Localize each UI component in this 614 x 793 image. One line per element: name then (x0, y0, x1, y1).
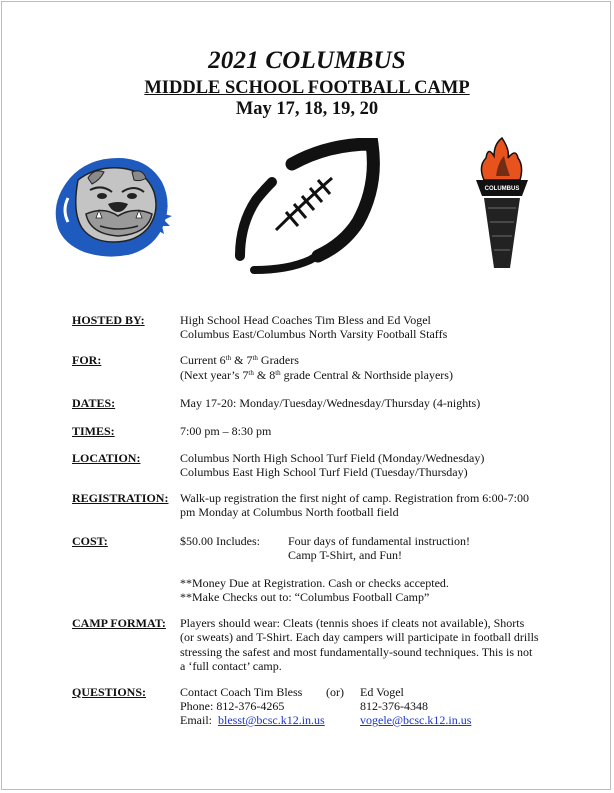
dates-label: DATES: (72, 396, 116, 410)
contact1-name: Contact Coach Tim Bless (180, 685, 303, 699)
cost-note-1: **Money Due at Registration. Cash or checks accepted. (180, 576, 449, 590)
cost-note-2: **Make Checks out to: “Columbus Football Camp” (180, 590, 430, 604)
questions-label: QUESTIONS: (72, 685, 147, 699)
torch-text: COLUMBUS (484, 186, 520, 192)
hosted-by-line1: High School Head Coaches Tim Bless and Ed Vogel (180, 313, 431, 327)
location-label: LOCATION: (72, 451, 141, 465)
location-line2: Columbus East High School Turf Field (Tuesday/Thursday) (180, 465, 468, 479)
hosted-by-label: HOSTED BY: (72, 313, 145, 327)
times-label: TIMES: (72, 424, 115, 438)
contact1-email-row (180, 713, 325, 727)
page-title: 2021 COLUMBUS (208, 47, 406, 74)
location-line1: Columbus North High School Turf Field (Monday/Wednesday) (180, 451, 485, 465)
cost-include-1: Four days of fundamental instruction! (288, 534, 470, 548)
contact1-phone: Phone: 812-376-4265 (180, 699, 285, 713)
cost-label: COST: (72, 534, 108, 548)
contact2-email-row (360, 713, 471, 727)
registration-label: REGISTRATION: (72, 491, 169, 505)
dates-value: May 17-20: Monday/Tuesday/Wednesday/Thursday (4-nights) (180, 396, 481, 410)
contact2-phone: 812-376-4348 (360, 699, 428, 713)
cost-include-2: Camp T-Shirt, and Fun! (288, 548, 403, 562)
contact-or: (or) (326, 685, 344, 699)
registration-value: Walk-up registration the first night of camp. Registration from 6:00-7:00 pm Monday at Columbus North football field (180, 491, 529, 520)
torch-icon (470, 136, 534, 276)
bulldog-logo (48, 150, 172, 260)
football-icon (232, 138, 382, 288)
for-line1: Current 6th & 7th Graders (180, 353, 299, 367)
times-value: 7:00 pm – 8:30 pm (180, 424, 272, 438)
cost-amount: $50.00 Includes: (180, 534, 260, 548)
hosted-by-line2: Columbus East/Columbus North Varsity Football Staffs (180, 327, 448, 341)
contact2-name: Ed Vogel (360, 685, 404, 699)
email-link-bless[interactable]: blesst@bcsc.k12.in.us (218, 713, 325, 727)
email-label: Email: (180, 713, 212, 727)
page-subtitle: MIDDLE SCHOOL FOOTBALL CAMP (144, 78, 470, 98)
camp-dates-heading: May 17, 18, 19, 20 (235, 99, 379, 119)
for-label: FOR: (72, 353, 102, 367)
for-line2: (Next year’s 7th & 8th grade Central & Northside players) (180, 368, 453, 382)
camp-format-value: Players should wear: Cleats (tennis shoes if cleats not available), Shorts (or sweats) and T-Shirt. Each day campers will participate in football drills stressing the safest and most fundamentally-sound techniques. This is not a ‘full contact’ camp. (180, 616, 539, 674)
camp-format-label: CAMP FORMAT: (72, 616, 166, 630)
email-link-vogel[interactable]: vogele@bcsc.k12.in.us (360, 713, 472, 727)
